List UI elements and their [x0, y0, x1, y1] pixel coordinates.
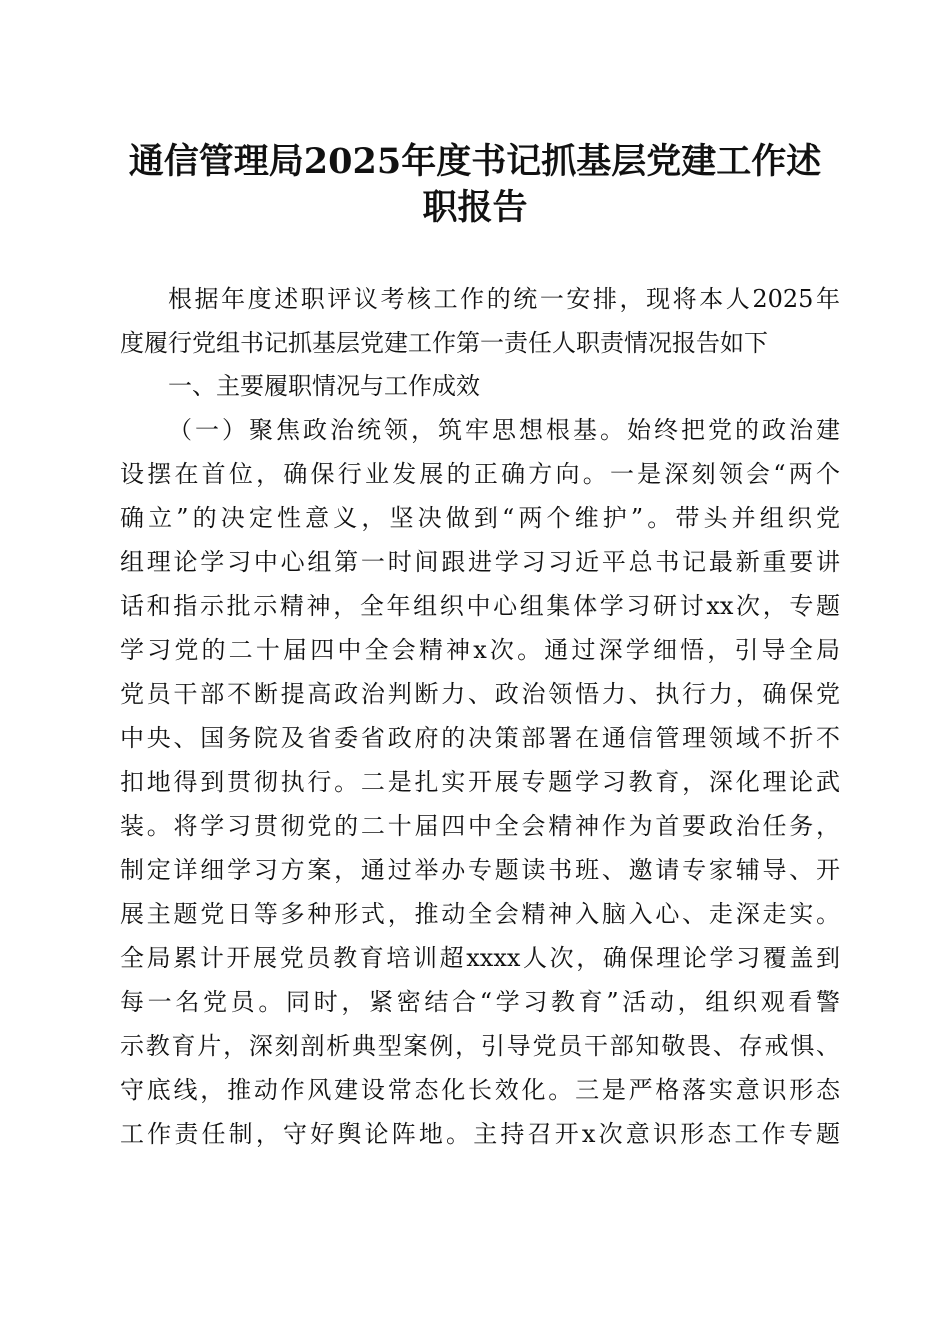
- body-line: 中央、国务院及省委省政府的决策部署在通信管理领域不折不: [120, 724, 840, 752]
- body-line: 学习党的二十届四中全会精神x次。通过深学细悟，引导全局: [120, 636, 840, 664]
- body-line: 扣地得到贯彻执行。二是扎实开展专题学习教育，深化理论武: [120, 768, 840, 796]
- body-line: 全局累计开展党员教育培训超xxxx人次，确保理论学习覆盖到: [120, 944, 840, 972]
- body-line: 每一名党员。同时，紧密结合“学习教育”活动，组织观看警: [120, 988, 840, 1016]
- intro-line-1: 根据年度述职评议考核工作的统一安排，现将本人2025年: [168, 285, 840, 313]
- body-line: （一）聚焦政治统领，筑牢思想根基。始终把党的政治建: [168, 416, 840, 444]
- body-line: 装。将学习贯彻党的二十届四中全会精神作为首要政治任务，: [120, 812, 840, 840]
- document-title-line-2: 职报告: [422, 187, 528, 228]
- document-title-line-1: 通信管理局2025年度书记抓基层党建工作述: [128, 141, 822, 182]
- body-line: 工作责任制，守好舆论阵地。主持召开x次意识形态工作专题: [120, 1120, 840, 1148]
- body-line: 党员干部不断提高政治判断力、政治领悟力、执行力，确保党: [120, 680, 840, 708]
- body-line: 确立”的决定性意义，坚决做到“两个维护”。带头并组织党: [120, 504, 840, 532]
- body-line: 设摆在首位，确保行业发展的正确方向。一是深刻领会“两个: [120, 460, 840, 488]
- body-line: 制定详细学习方案，通过举办专题读书班、邀请专家辅导、开: [120, 856, 840, 884]
- intro-line-2: 度履行党组书记抓基层党建工作第一责任人职责情况报告如下: [120, 329, 768, 357]
- body-line: 示教育片，深刻剖析典型案例，引导党员干部知敬畏、存戒惧、: [120, 1032, 840, 1060]
- section-heading-1: 一、主要履职情况与工作成效: [168, 372, 480, 400]
- body-line: 组理论学习中心组第一时间跟进学习习近平总书记最新重要讲: [120, 548, 840, 576]
- body-line: 展主题党日等多种形式，推动全会精神入脑入心、走深走实。: [120, 900, 840, 928]
- body-line: 话和指示批示精神，全年组织中心组集体学习研讨xx次，专题: [120, 592, 840, 620]
- body-line: 守底线，推动作风建设常态化长效化。三是严格落实意识形态: [120, 1076, 840, 1104]
